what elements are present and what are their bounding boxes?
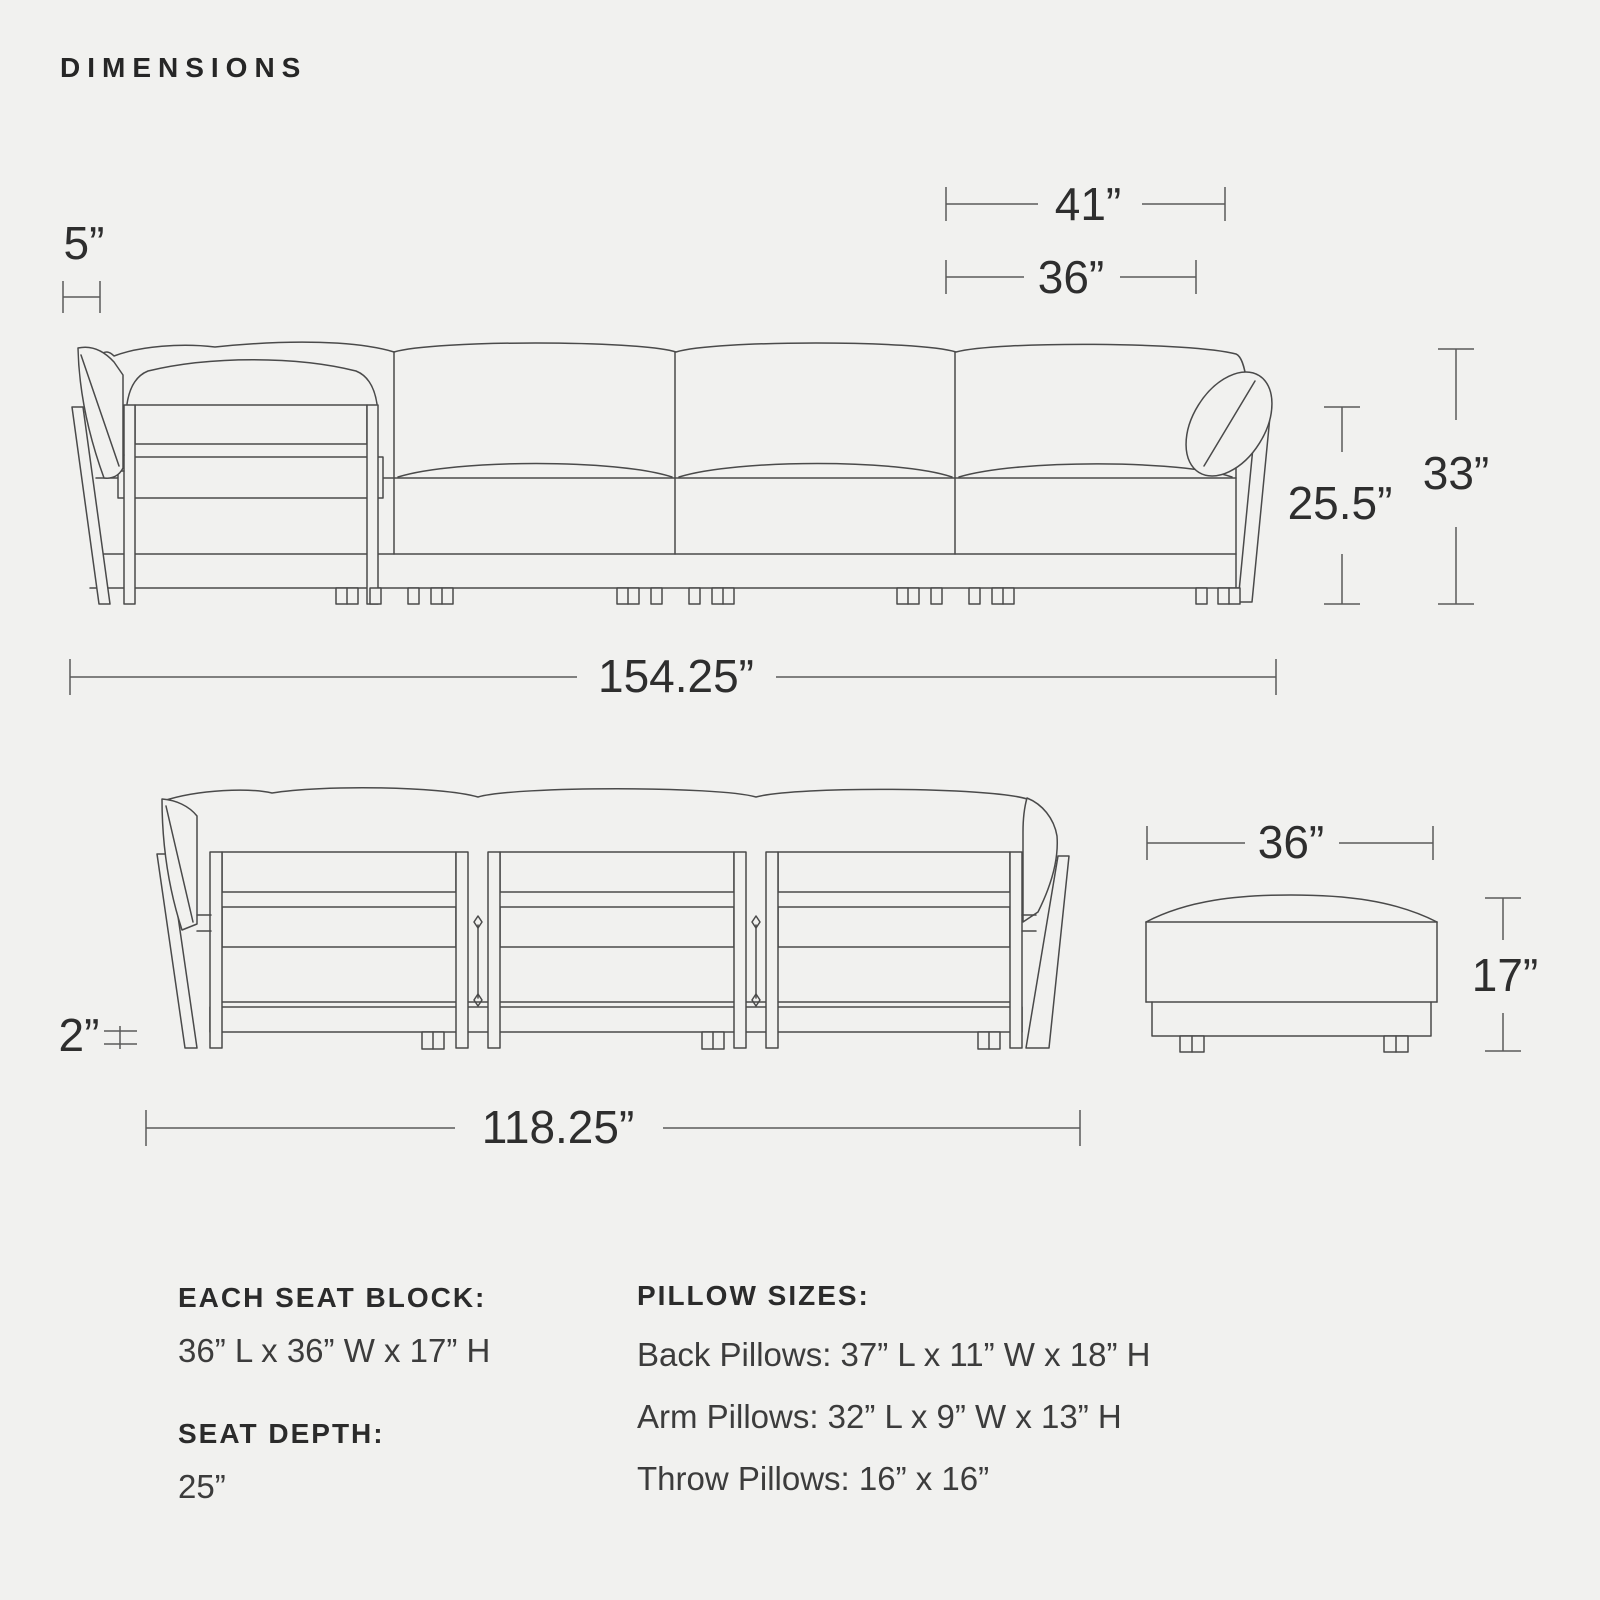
front-corner-frame — [108, 405, 383, 604]
dim-overall-width — [70, 650, 1276, 702]
spacer — [178, 1370, 490, 1418]
dim-back-overall-width — [146, 1101, 1080, 1153]
seat-block-value: 36” L x 36” W x 17” H — [178, 1332, 491, 1369]
dim-overall-height — [1423, 349, 1489, 604]
frame-module — [488, 852, 746, 1048]
seat-depth-heading: SEAT DEPTH: — [178, 1418, 385, 1449]
front-legs — [336, 588, 1240, 604]
dim-label: 17” — [1471, 949, 1539, 1001]
ottoman-base — [1152, 1002, 1431, 1036]
dim-seat-back-height — [1288, 407, 1393, 604]
dim-label: 36” — [1257, 816, 1325, 868]
front-right-arm — [1168, 357, 1289, 602]
back-left-arm — [157, 799, 211, 1048]
dim-label: 118.25” — [481, 1101, 635, 1153]
pillow-sizes-heading: PILLOW SIZES: — [637, 1280, 870, 1311]
dim-label: 154.25” — [597, 650, 755, 702]
frame-module — [766, 852, 1022, 1048]
dim-arm-width — [63, 217, 104, 313]
dim-label: 36” — [1037, 251, 1105, 303]
front-back-cushion-top — [100, 342, 1248, 402]
sofa-front-view — [72, 342, 1290, 604]
dim-corner-module-width — [946, 178, 1225, 230]
back-legs — [422, 1032, 1000, 1049]
ottoman-drawing — [1146, 895, 1437, 1052]
frame-module — [210, 852, 468, 1048]
seat-specs-column — [178, 1282, 490, 1506]
pillow-specs-column — [637, 1280, 1150, 1498]
seat-depth-value: 25” — [178, 1468, 226, 1505]
arm-pillows-spec: Arm Pillows: 32” L x 9” W x 13” H — [637, 1398, 1122, 1435]
dim-label: 41” — [1054, 178, 1122, 230]
seat-block-heading: EACH SEAT BLOCK: — [178, 1282, 487, 1313]
dim-label: 25.5” — [1287, 477, 1393, 529]
dim-label: 5” — [63, 217, 105, 269]
front-left-arm — [72, 347, 123, 604]
dim-leg-height — [59, 1009, 137, 1061]
back-cushion-top — [163, 788, 1047, 818]
dim-label: 2” — [58, 1009, 100, 1061]
throw-pillows-spec: Throw Pillows: 16” x 16” — [637, 1460, 990, 1497]
page-title: DIMENSIONS — [60, 52, 308, 83]
dim-ottoman-width — [1147, 816, 1433, 868]
back-right-arm — [1022, 798, 1069, 1048]
dim-seat-module-width — [946, 251, 1196, 303]
sofa-back-view — [157, 788, 1069, 1049]
ottoman-top — [1146, 895, 1437, 922]
dim-ottoman-height — [1472, 898, 1538, 1051]
dim-label: 33” — [1422, 447, 1490, 499]
back-pillows-spec: Back Pillows: 37” L x 11” W x 18” H — [637, 1336, 1151, 1373]
front-corner-cushion-arc — [127, 360, 377, 404]
